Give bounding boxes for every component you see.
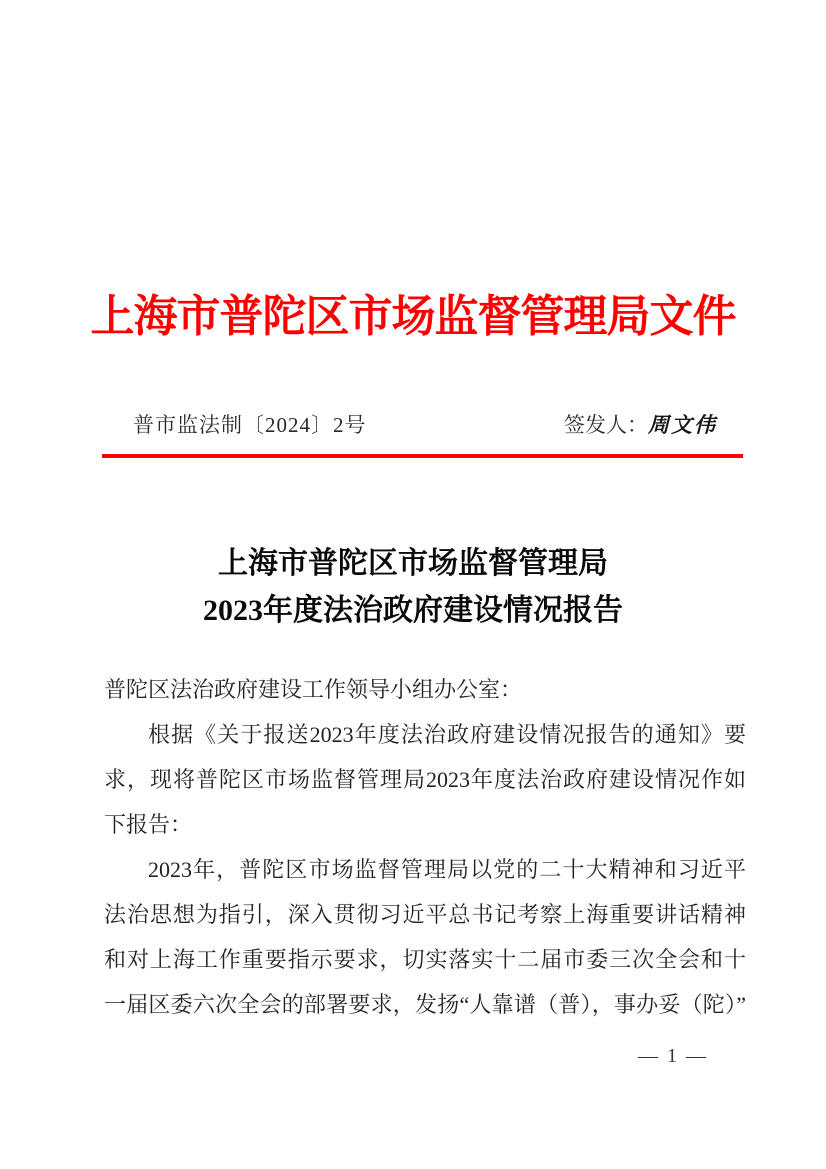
document-body: [104, 667, 746, 1027]
signer-name: 周文伟: [648, 413, 717, 437]
doc-number: 普市监法制〔2024〕2号: [133, 413, 367, 437]
body-line: 和对上海工作重要指示要求，切实落实十二届市委三次全会和十: [104, 947, 746, 972]
body-line: 下报告：: [104, 812, 193, 837]
signer-label: 签发人：: [564, 413, 648, 437]
body-line: 根据《关于报送2023年度法治政府建设情况报告的通知》要: [148, 722, 746, 747]
page-number: — 1 —: [638, 1045, 708, 1067]
document-title-line2: 2023年度法治政府建设情况报告: [203, 594, 623, 627]
body-line: 求，现将普陀区市场监督管理局2023年度法治政府建设情况作如: [104, 767, 746, 792]
signer: [564, 413, 717, 438]
body-salutation: 普陀区法治政府建设工作领导小组办公室：: [104, 677, 523, 702]
body-line: 2023年，普陀区市场监督管理局以党的二十大精神和习近平: [148, 857, 746, 882]
red-divider-line: [102, 454, 743, 458]
document-title: [0, 540, 826, 634]
body-line: 法治思想为指引，深入贯彻习近平总书记考察上海重要讲话精神: [104, 902, 746, 927]
body-line: 一届区委六次全会的部署要求，发扬“人靠谱（普），事办妥（陀）”: [104, 992, 746, 1017]
letterhead-org-title: 上海市普陀区市场监督管理局文件: [90, 292, 736, 341]
document-title-line1: 上海市普陀区市场监督管理局: [218, 547, 608, 580]
doc-number-row: [133, 413, 717, 438]
